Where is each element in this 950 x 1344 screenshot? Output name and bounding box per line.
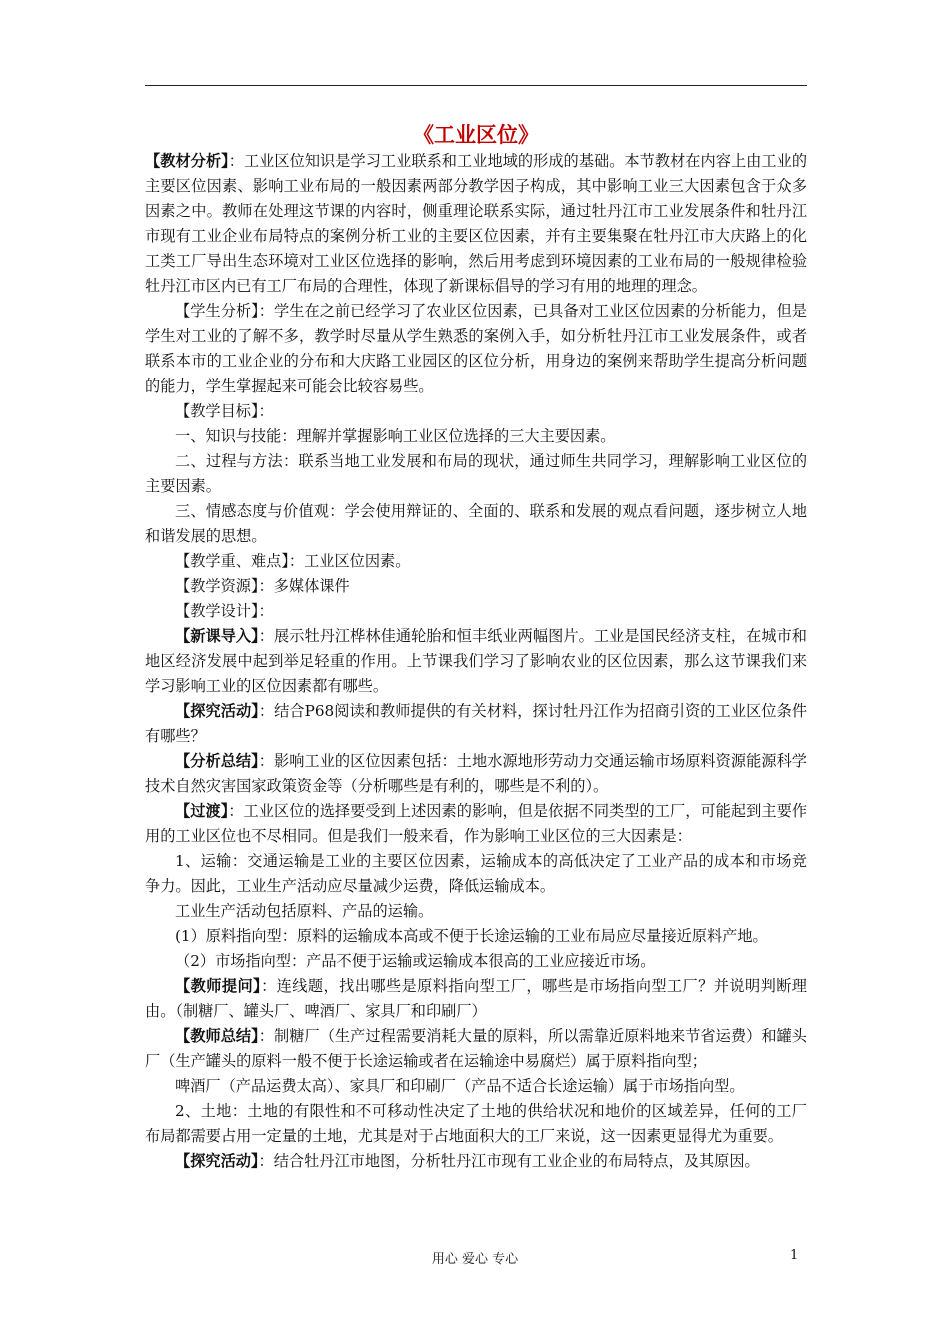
paragraph-text: ：工业区位知识是学习工业联系和工业地域的形成的基础。本节教材在内容上由工业的主要区位因素、影响工业布局的一般因素两部分教学因子构成，其中影响工业三大因素包含于众多因素之中。教师在处理这节课的内容时，侧重理论联系实际，通过牡丹江市工业发展条件和牡丹江市现有工业企业布局特点的案例分析工业的主要区位因素，并有主要集聚在牡丹江市大庆路上的化工类工厂导出生态环境对工业区位选择的影响，然后用考虑到环境因素的工业布局的一般规律检验牡丹江市区内已有工厂布局的合理性，体现了新课标倡导的学习有用的地理的理念。 (145, 152, 807, 295)
paragraph-text: 工业生产活动包括原料、产品的运输。 (175, 902, 434, 920)
paragraph-textbook-analysis (145, 149, 807, 299)
paragraph-text: 一、知识与技能：理解并掌握影响工业区位选择的三大主要因素。 (175, 427, 616, 445)
paragraph-transport (145, 849, 807, 899)
paragraph-text: ：工业区位因素。 (288, 552, 411, 570)
paragraph-key-points (145, 549, 807, 574)
page-number: 1 (790, 1248, 799, 1263)
section-label: 【探究活动】 (175, 702, 259, 720)
paragraph-text: 三、情感态度与价值观：学会使用辩证的、全面的、联系和发展的观点看问题，逐步树立人地和谐发展的思想。 (145, 502, 807, 545)
paragraph-teacher-question (145, 974, 807, 1024)
section-label: 【探究活动】 (175, 1152, 259, 1170)
paragraph-inquiry-2 (145, 1149, 807, 1174)
paragraph-transition (145, 799, 807, 849)
paragraph-teacher-summary (145, 1024, 807, 1074)
paragraph-design (145, 599, 807, 624)
section-label: 【分析总结】 (175, 752, 259, 770)
section-label: 【教学重、难点】 (175, 552, 289, 570)
paragraph-market-oriented (145, 949, 807, 974)
paragraph-summary (145, 749, 807, 799)
section-label: 【新课导入】 (175, 627, 259, 645)
paragraph-text: 1、运输：交通运输是工业的主要区位因素，运输成本的高低决定了工业产品的成本和市场竞争力。因此，工业生产活动应尽量减少运费，降低运输成本。 (145, 852, 807, 895)
paragraph-raw-material-oriented (145, 924, 807, 949)
paragraph-text: ： (258, 602, 274, 620)
paragraph-text: ：学生在之前已经学习了农业区位因素，已具备对工业区位因素的分析能力，但是学生对工业的了解不多，教学时尽量从学生熟悉的案例入手，如分析牡丹江市工业发展条件，或者联系本市的工业企业的分布和大庆路工业园区的区位分析，用身边的案例来帮助学生提高分析问题的能力，学生掌握起来可能会比较容易些。 (145, 302, 807, 395)
section-label: 【教师提问】 (175, 977, 262, 995)
paragraph-resources (145, 574, 807, 599)
section-label: 【教师总结】 (175, 1027, 259, 1045)
paragraph-text: ：展示牡丹江桦林佳通轮胎和恒丰纸业两幅图片。工业是国民经济支柱，在城市和地区经济发展中起到举足轻重的作用。上节课我们学习了影响农业的区位因素，那么这节课我们来学习影响工业的区位因素都有哪些。 (145, 627, 807, 695)
paragraph-market-examples (145, 1074, 807, 1099)
paragraph-text: 啤酒厂（产品运费太高）、家具厂和印刷厂（产品不适合长途运输）属于市场指向型。 (175, 1077, 745, 1095)
paragraph-text: 2、土地：土地的有限性和不可移动性决定了土地的供给状况和地价的区域差异，任何的工厂布局都需要占用一定量的土地，尤其是对于占地面积大的工厂来说，这一因素更显得尤为重要。 (145, 1102, 807, 1145)
paragraph-text: (1）原料指向型：原料的运输成本高或不便于长途运输的工业布局应尽量接近原料产地。 (175, 927, 768, 945)
section-label: 【教学设计】 (175, 602, 259, 620)
paragraph-goal-3 (145, 499, 807, 549)
paragraph-text: 二、过程与方法：联系当地工业发展和布局的现状，通过师生共同学习，理解影响工业区位的主要因素。 (145, 452, 807, 495)
paragraph-text: ：结合牡丹江市地图，分析牡丹江市现有工业企业的布局特点，及其原因。 (258, 1152, 760, 1170)
footer-slogan: 用心 爱心 专心 (431, 1252, 519, 1267)
document-title: 《工业区位》 (413, 122, 539, 147)
paragraph-text: ：工业区位的选择要受到上述因素的影响，但是依据不同类型的工厂，可能起到主要作用的工业区位也不尽相同。但是我们一般来看，作为影响工业区位的三大因素是： (145, 802, 808, 845)
paragraph-text: ：影响工业的区位因素包括：土地水源地形劳动力交通运输市场原料资源能源科学技术自然灾害国家政策资金等（分析哪些是有利的，哪些是不利的）。 (145, 752, 807, 795)
paragraph-land (145, 1099, 807, 1149)
paragraph-goal-2 (145, 449, 807, 499)
paragraph-text: ：制糖厂（生产过程需要消耗大量的原料，所以需靠近原料地来节省运费）和罐头厂（生产罐头的原料一般不便于长途运输或者在运输途中易腐烂）属于原料指向型； (145, 1027, 807, 1070)
section-label: 【教材分析】 (145, 152, 229, 170)
document-body (145, 149, 807, 1174)
paragraph-text: ： (258, 402, 274, 420)
paragraph-teaching-goals (145, 399, 807, 424)
paragraph-text: ：多媒体课件 (258, 577, 350, 595)
paragraph-text: ：结合P68阅读和教师提供的有关材料，探讨牡丹江作为招商引资的工业区位条件有哪些？ (145, 702, 808, 745)
paragraph-intro (145, 624, 807, 699)
section-label: 【教学资源】 (175, 577, 259, 595)
paragraph-inquiry-1 (145, 699, 807, 749)
paragraph-goal-1 (145, 424, 807, 449)
section-label: 【过渡】 (175, 802, 229, 820)
paragraph-transport-types (145, 899, 807, 924)
paragraph-text: （2）市场指向型：产品不便于运输或运输成本很高的工业应接近市场。 (175, 952, 656, 970)
section-label: 【学生分析】 (175, 302, 259, 320)
paragraph-student-analysis (145, 299, 807, 399)
page-footer (0, 1248, 950, 1268)
section-label: 【教学目标】 (175, 402, 259, 420)
paragraph-text: ：连线题，找出哪些是原料指向型工厂，哪些是市场指向型工厂？并说明判断理由。（制糖厂、罐头厂、啤酒厂、家具厂和印刷厂） (145, 977, 807, 1020)
header-rule (145, 85, 807, 86)
